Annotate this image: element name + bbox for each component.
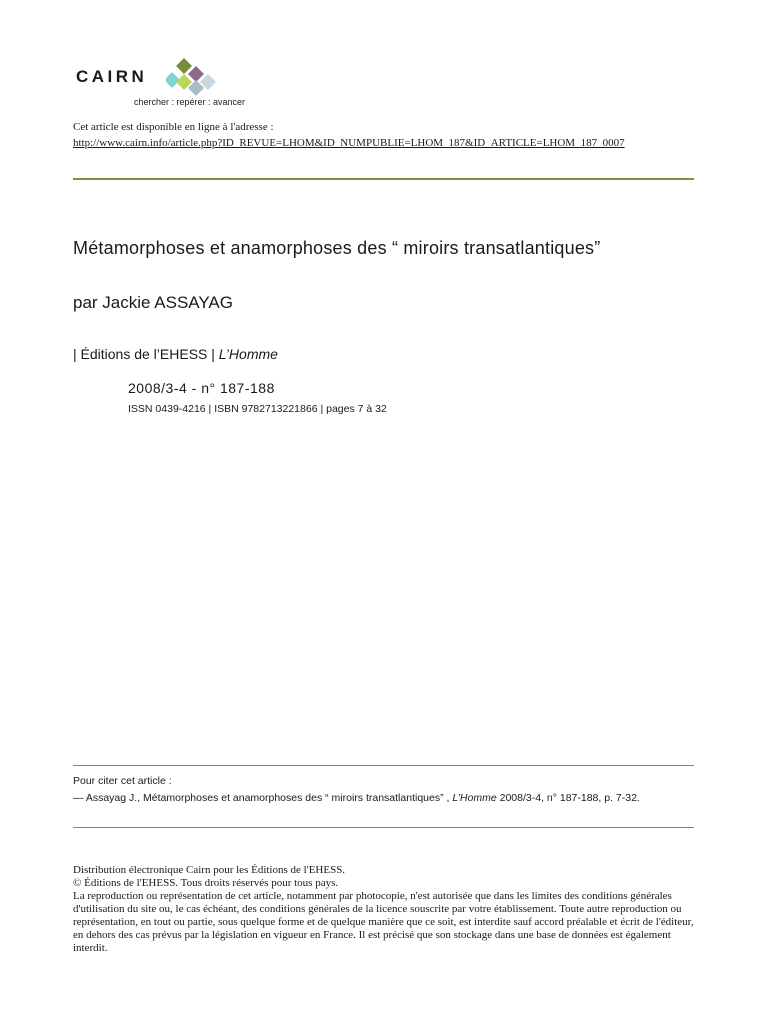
citation-bottom-divider <box>73 827 694 828</box>
citation-label: Pour citer cet article : <box>73 775 172 787</box>
distribution-notice <box>73 864 703 955</box>
citation-top-divider <box>73 765 694 766</box>
top-divider <box>73 178 694 180</box>
cairn-logo <box>72 50 262 112</box>
publisher-name: | Éditions de l’EHESS | <box>73 346 215 362</box>
logo-wordmark: CAIRN <box>76 67 148 86</box>
logo-tagline: chercher : repérer : avancer <box>134 97 246 107</box>
logo-diamond-right-top <box>188 66 204 82</box>
issue-info: 2008/3-4 - n° 187-188 <box>128 380 275 396</box>
logo-diamonds-icon <box>166 56 236 100</box>
publisher-line <box>73 346 278 362</box>
isbn-info: ISSN 0439-4216 | ISBN 9782713221866 | pages 7 à 32 <box>128 403 387 415</box>
availability-text: Cet article est disponible en ligne à l'adresse : <box>73 121 274 133</box>
article-author: par Jackie ASSAYAG <box>73 293 233 312</box>
citation-suffix: 2008/3-4, n° 187-188, p. 7-32. <box>499 792 640 804</box>
journal-name: L’Homme <box>218 346 278 362</box>
article-title: Métamorphoses et anamorphoses des “ miroirs transatlantiques” <box>73 238 601 258</box>
article-url-link[interactable]: http://www.cairn.info/article.php?ID_REVUE=LHOM&ID_NUMPUBLIE=LHOM_187&ID_ARTICLE=LHOM_187_0007 <box>73 137 625 149</box>
logo-diamond-left <box>166 72 180 88</box>
citation-journal: L’Homme <box>452 792 497 804</box>
citation-text <box>73 792 693 805</box>
copyright-line: © Éditions de l'EHESS. Tous droits réservés pour tous pays. <box>73 877 339 889</box>
logo-diamond-top <box>176 58 192 74</box>
reproduction-notice: La reproduction ou représentation de cet article, notamment par photocopie, n'est autorisée que dans les limites des conditions générales d'utilisation du site ou, le cas échéant, des conditions générales de la licence souscrite par votre établissement. Toute autre reproduction ou représentation, en tout ou partie, sous quelque forme et de quelque manière que ce soit, est interdite sauf accord préalable et écrit de l'éditeur, en dehors des cas prévus par la législation en vigueur en France. Il est précisé que son stockage dans une base de données est également interdit. <box>73 890 694 954</box>
citation-prefix: — Assayag J., Métamorphoses et anamorphoses des “ miroirs transatlantiques” , <box>73 792 450 804</box>
distribution-line: Distribution électronique Cairn pour les Éditions de l'EHESS. <box>73 864 346 876</box>
